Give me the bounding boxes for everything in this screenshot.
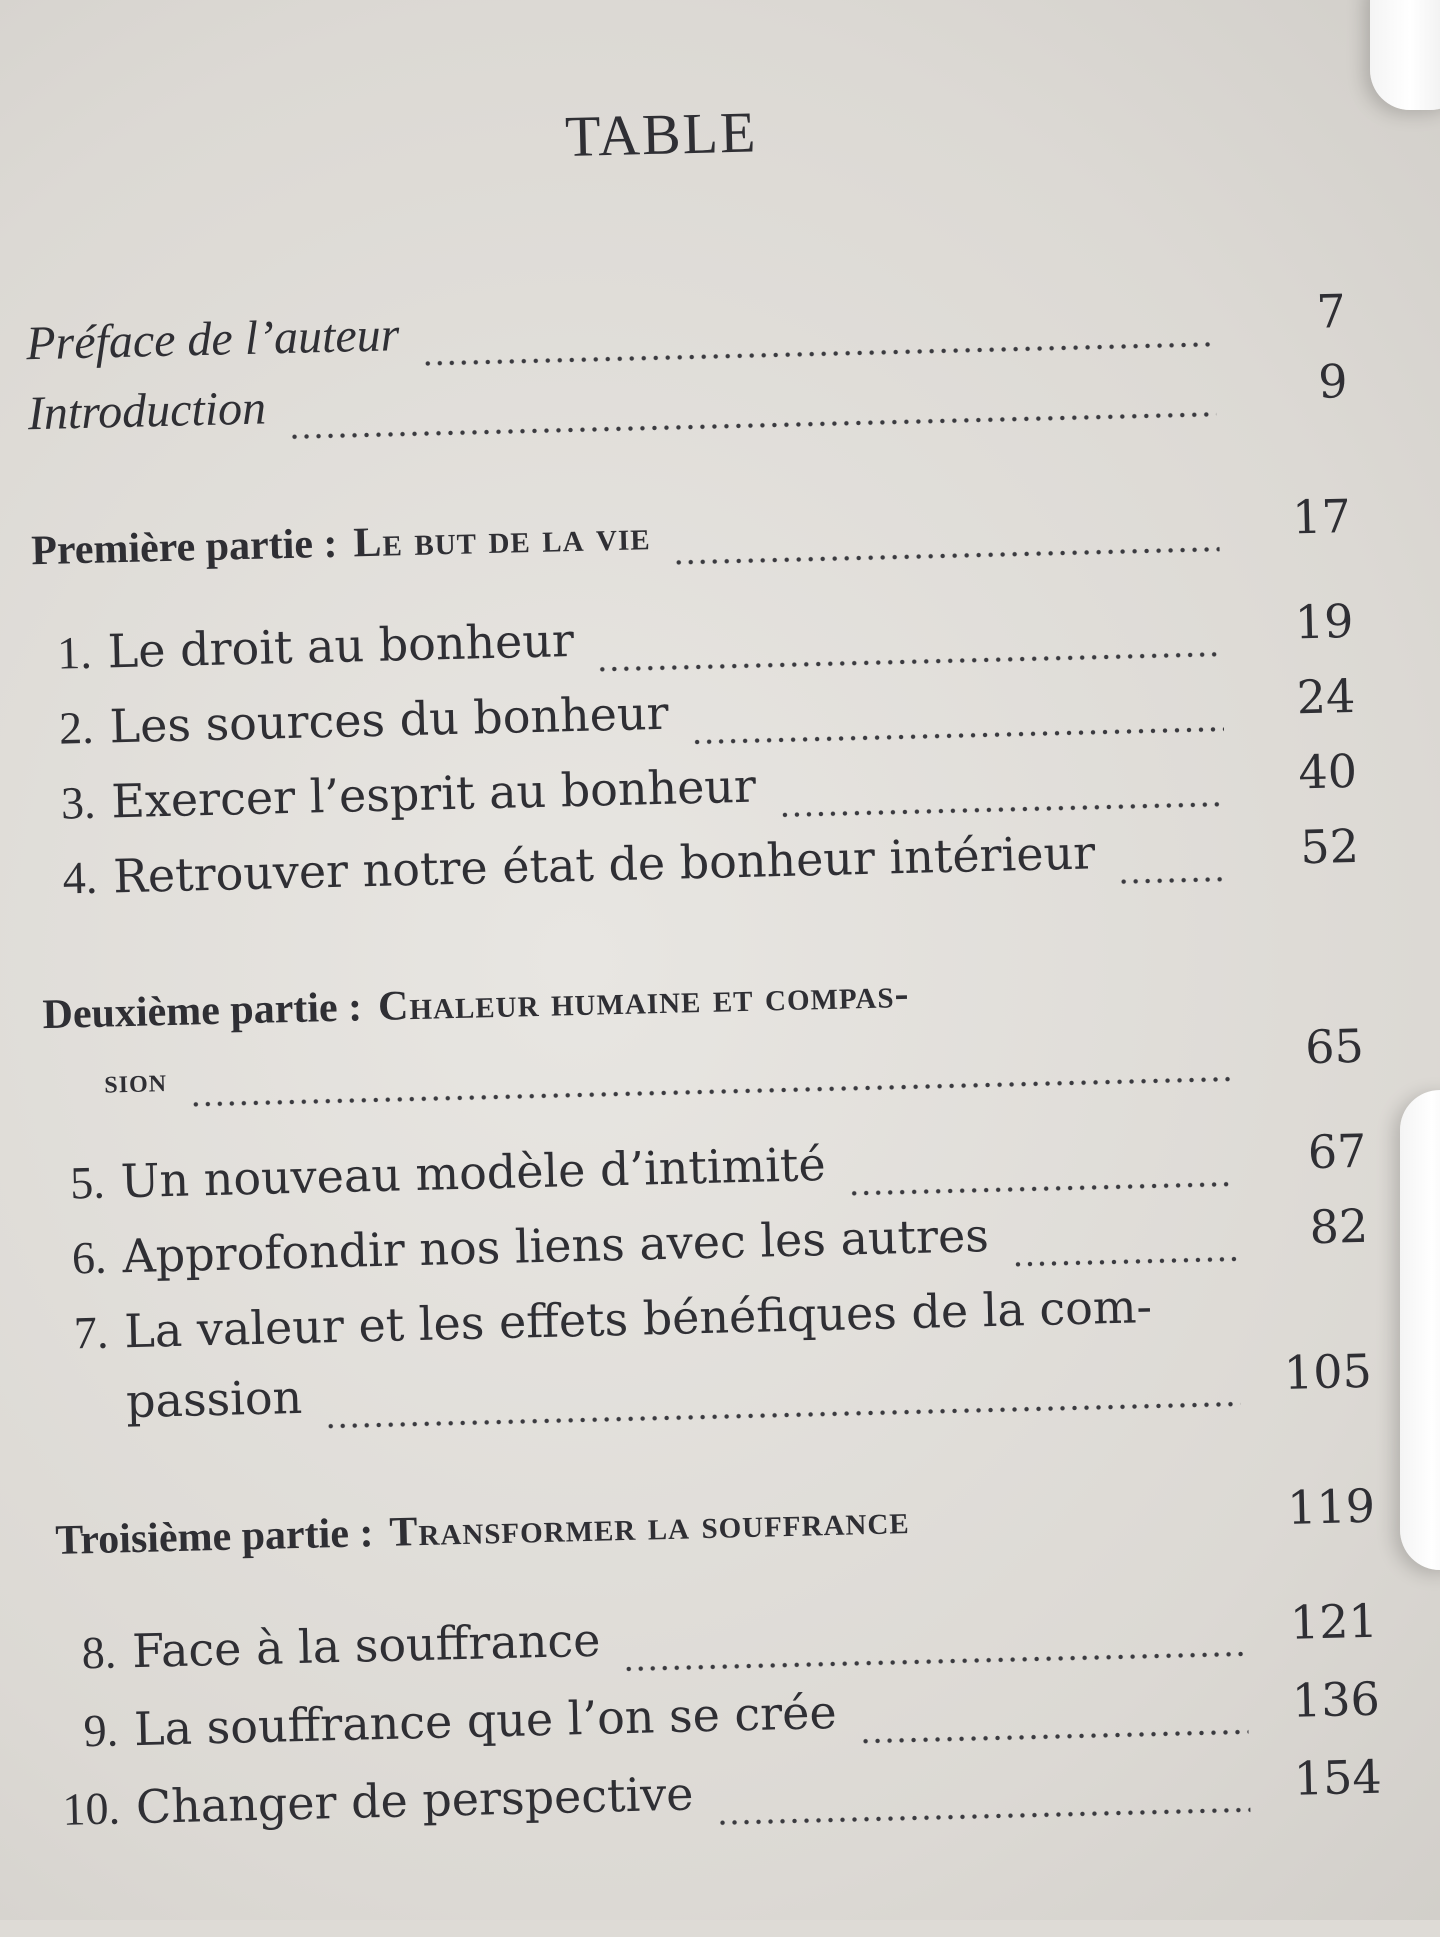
page-title: TABLE [564,99,759,170]
chapter-label: Approfondir nos liens avec les autres [121,1208,990,1284]
chapter-page: 24 [1296,668,1356,725]
dot-leader [289,411,1217,440]
dot-leader [597,651,1223,672]
part-heading: Troisième partie : [54,1510,374,1564]
entry-page: 9 [1317,354,1349,409]
chapter-label: La souffrance que l’on se crée [133,1684,838,1757]
chapter-label: Changer de perspective [135,1766,695,1835]
chapter-number: 9. [82,1704,119,1757]
dot-leader [1118,876,1228,885]
chapter-page: 40 [1297,743,1358,800]
chapter-page: 105 [1283,1343,1373,1400]
dot-leader [325,1401,1241,1429]
entry-label: Préface de l’auteur [25,308,400,371]
chapter-label: Le droit au bonheur [107,613,575,679]
chapter-page: 19 [1294,593,1355,650]
part-page: 119 [1286,1478,1376,1535]
chapter-page: 82 [1308,1198,1369,1255]
chapter-label: Retrouver notre état de bonheur intérieur [112,825,1096,904]
part-page: 17 [1291,488,1352,545]
chapter-label: Face à la souffrance [131,1612,601,1679]
part-name: Chaleur humaine et compas- [377,970,910,1030]
toc-part-3 [55,1479,1376,1581]
dot-leader [691,726,1224,745]
chapter-number: 8. [81,1626,117,1679]
entry-label: Introduction [27,381,267,441]
part-name: Transformer la souffrance [388,1497,911,1556]
chapter-label-continuation: passion [125,1369,303,1429]
chapter-number: 10. [61,1782,121,1835]
chapter-label: Les sources du bonheur [108,685,670,754]
chapter-number: 6. [71,1231,108,1284]
chapter-page: 154 [1293,1749,1383,1806]
chapter-number: 5. [69,1156,106,1209]
part-name-continuation: sion [103,1062,168,1101]
toc-part-1 [31,489,1352,591]
chapter-number: 2. [58,701,95,754]
dot-leader [848,1181,1235,1196]
entry-page: 7 [1315,284,1347,339]
part-heading: Première partie : [30,520,339,575]
chapter-number: 1. [56,626,93,679]
dot-leader [779,801,1226,818]
chapter-label: La valeur et les effets bénéfiques de la com- [123,1279,1153,1359]
dot-leader [859,1729,1248,1745]
dot-leader [1011,1256,1237,1268]
dot-leader [189,1076,1232,1107]
chapter-page: 121 [1289,1593,1379,1650]
part-name: Le but de la vie [352,513,652,567]
chapter-page: 136 [1291,1671,1381,1728]
chapter-label: Exercer l’esprit au bonheur [110,758,757,829]
dot-leader [716,1807,1250,1826]
chapter-page: 67 [1307,1123,1367,1180]
dot-leader [673,546,1220,565]
chapter-page: 52 [1299,818,1360,875]
chapter-number: 3. [60,776,97,829]
chapter-number: 4. [62,851,98,904]
chapter-number: 7. [73,1306,110,1359]
part-page: 65 [1304,1018,1365,1075]
part-heading: Deuxième partie : [42,984,363,1039]
chapter-label: Un nouveau modèle d’intimité [120,1137,827,1209]
dot-leader [623,1651,1247,1672]
